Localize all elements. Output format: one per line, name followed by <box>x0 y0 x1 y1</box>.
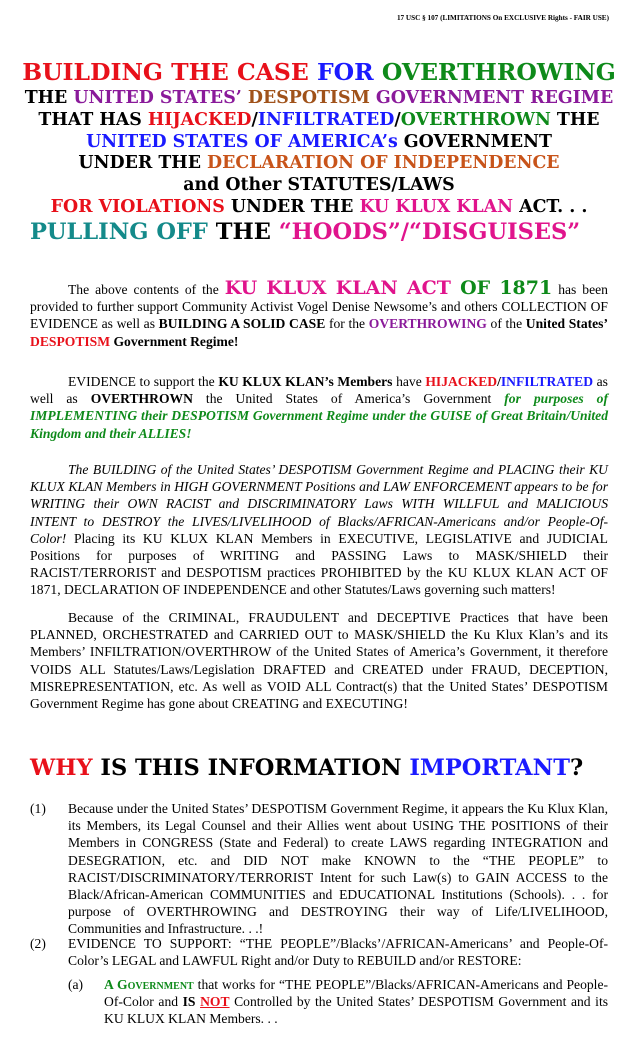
list-text: EVIDENCE TO SUPPORT: “THE PEOPLE”/Blacks’/AFRICAN-Americans’ and People-Of-Color’s LEGAL and LAWFUL Right and/or Duty to REBUILD and/or RESTORE: <box>68 936 608 969</box>
title-line-1: BUILDING THE CASE FOR OVERTHROWING <box>22 58 616 86</box>
title-line-6: and Other STATUTES/LAWS <box>183 175 455 195</box>
list-text: Because under the United States’ DESPOTISM Government Regime, it appears the Ku Klux Klan, its Members, its Legal Counsel and their Allies went about USING THE POSITIONS of their Members in CONGRESS (State and Federal) to create LAWS regarding INTEGRATION and DESEGRATION, etc. and DID NOT make KNOWN to the “THE PEOPLE” to RACIST/DISCRIMINATORY/TERRORIST Intent for such Law(s) to GAIN ACCESS to the Black/African-American COMMUNITIES and EDUCATIONAL Institutions (Schools). . . for purpose of OVERTHROWING and DESTROYING their way of Life/LIVELIHOOD, Communities and Infrastructure. . .! <box>68 801 608 937</box>
title-line-4: UNITED STATES OF AMERICA’s GOVERNMENT <box>86 132 552 152</box>
title-line-8: PULLING OFF THE “HOODS”/“DISGUISES” <box>30 219 581 245</box>
list-number: (a) <box>68 977 84 992</box>
title-line-2: THE UNITED STATES’ DESPOTISM GOVERNMENT REGIME <box>24 88 614 108</box>
title-line-3: THAT HAS HIJACKED/INFILTRATED/OVERTHROWN THE <box>38 110 600 130</box>
list-text: A Government that works for “THE PEOPLE”/Blacks/AFRICAN-Americans and People-Of-Color and IS NOT Controlled by the United States’ DESPOTISM Government and its KU KLUX KLAN Members. . . <box>104 977 609 1027</box>
paragraph-criminal-practices: Because of the CRIMINAL, FRAUDULENT and DECEPTIVE Practices that have been PLANNED, ORCHESTRATED and CARRIED OUT to MASK/SHIELD the Ku Klux Klan’s and its Members’ INFILTRATION/OVERTHROW of the United States of America’s Government, it therefore VOIDS ALL Statutes/Laws/Legislation DRAFTED and CREATED under FRAUD, DECEPTION, MISREPRESENTATION, etc. As well as VOID ALL Contract(s) that the United States’ DESPOTISM Government Regime has gone about CREATING and EXECUTING! <box>30 610 608 712</box>
header-note: 17 USC § 107 (LIMITATIONS On EXCLUSIVE Rights - FAIR USE) <box>396 14 609 22</box>
list-number: (1) <box>30 801 46 816</box>
paragraph-kkk-act: The above contents of the KU KLUX KLAN ACT OF 1871 has been provided to further support Community Activist Vogel Denise Newsome’s and others COLLECTION OF EVIDENCE as well as BUILDING A SOLID CASE for the OVERTHROWING of the United States’ DESPOTISM Government Regime! <box>30 277 608 349</box>
paragraph-building: The BUILDING of the United States’ DESPOTISM Government Regime and PLACING their KU KLUX KLAN Members in HIGH GOVERNMENT Positions and LAW ENFORCEMENT appears to be for WRITING their OWN RACIST and DISCRIMINATORY Laws WITH WILLFUL and MALICIOUS INTENT to DESTROY the LIVES/LIVELIHOOD of Blacks/AFRICAN-Americans and/or People-Of-Color! Placing its KU KLUX KLAN Members in EXECUTIVE, LEGISLATIVE and JUDICIAL Positions for purposes of WRITING and PASSING Laws to MASK/SHIELD their RACIST/TERRORIST and DESPOTISM practices PROHIBITED by the KU KLUX KLAN ACT OF 1871, DECLARATION OF INDEPENDENCE and other Statutes/Laws governing such matters! <box>30 462 608 598</box>
title-line-5: UNDER THE DECLARATION OF INDEPENDENCE <box>78 153 560 173</box>
list-number: (2) <box>30 936 46 951</box>
paragraph-evidence: EVIDENCE to support the KU KLUX KLAN’s Members have HIJACKED/INFILTRATED as well as OVERTHROWN the United States of America’s Government for purposes of IMPLEMENTING their DESPOTISM Government Regime under the GUISE of Great Britain/United Kingdom and their ALLIES! <box>30 374 608 441</box>
title-line-7: FOR VIOLATIONS UNDER THE KU KLUX KLAN ACT. . . <box>50 197 588 217</box>
section-heading: WHY IS THIS INFORMATION IMPORTANT? <box>30 755 584 781</box>
